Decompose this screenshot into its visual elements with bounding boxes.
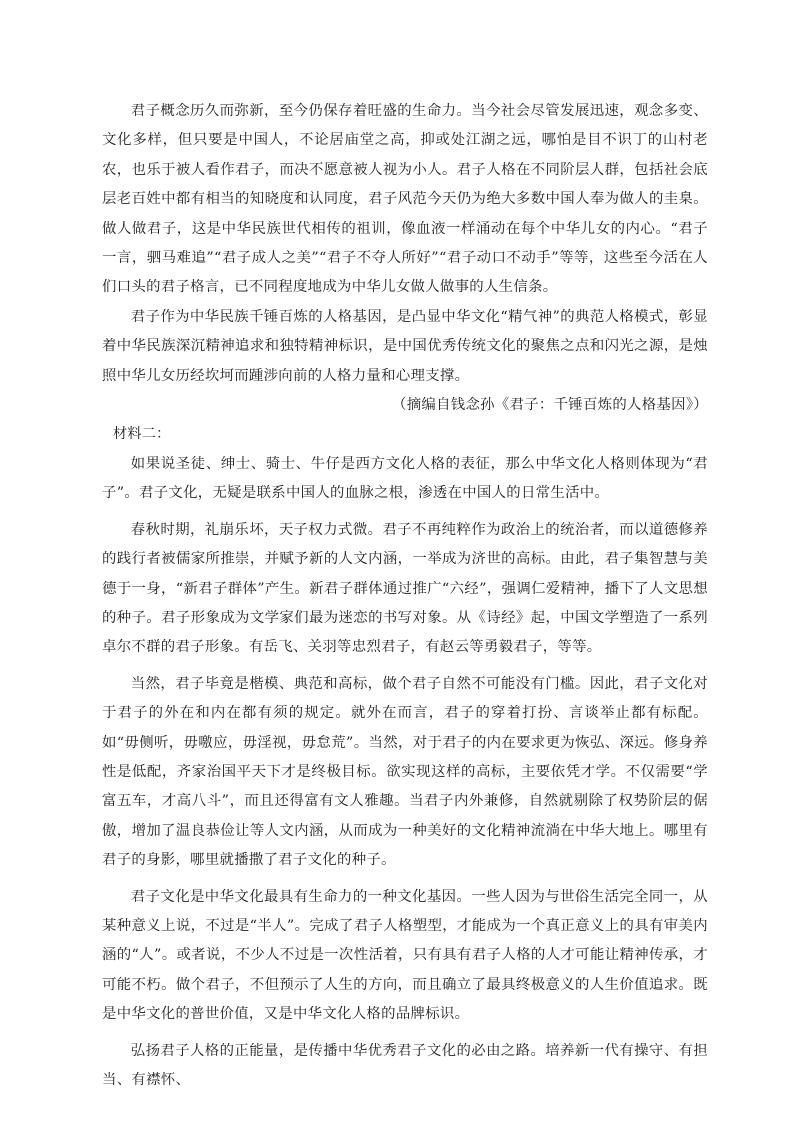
material-two-paragraph-1: 如果说圣徒、绅士、骑士、牛仔是西方文化人格的表征，那么中华文化人格则体现为“君子”。君子文化，无疑是联系中国人的血脉之根，渗透在中国人的日常生活中。 <box>102 455 708 502</box>
material-one-paragraph-1: 君子概念历久而弥新，至今仍保存着旺盛的生命力。当今社会尽管发展迅速，观念多变、文化多样，但只要是中国人，不论居庙堂之高，抑或处江湖之远，哪怕是目不识丁的山村老农，也乐于被人看作君子，而决不愿意被人视为小人。君子人格在不同阶层人群，包括社会底层老百姓中都有相当的知晓度和认同度，君子风范今天仍为绝大多数中国人奉为做人的圭臬。做人做君子，这是中华民族世代相传的祖训，像血液一样涌动在每个中华儿女的内心。“君子一言，驷马难追”“君子成人之美”“君子不夺人所好”“君子动口不动手”等等，这些至今活在人们口头的君子格言，已不同程度地成为中华儿女做人做事的人生信条。 <box>102 103 708 296</box>
document-body <box>102 97 708 1095</box>
paragraph-gap <box>102 509 708 516</box>
material-two-paragraph-4: 君子文化是中华文化最具有生命力的一种文化基因。一些人因为与世俗生活完全同一，从某种意义上说，不过是“半人”。完成了君子人格塑型，才能成为一个真正意义上的具有审美内涵的“人”。或者说，不少人不过是一次性活着，只有具有君子人格的人才可能让精神传承，才可能不朽。做个君子，不但预示了人生的方向，而且确立了最具终极意义的人生价值追求。既是中华文化的普世价值，又是中华文化人格的品牌标识。 <box>102 888 708 1023</box>
material-one-paragraph-2: 君子作为中华民族千锤百炼的人格基因，是凸显中华文化“精气神”的典范人格模式，彰显着中华民族深沉精神追求和独特精神标识，是中国优秀传统文化的聚焦之点和闪光之源，是烛照中华儿女历经坎坷而踵涉向前的人格力量和心理支撑。 <box>102 308 708 384</box>
paragraph-gap <box>102 876 708 883</box>
paragraph-gap <box>102 663 708 670</box>
material-two-paragraph-5: 弘扬君子人格的正能量，是传播中华优秀君子文化的必由之路。培养新一代有操守、有担当、有襟怀、 <box>102 1042 708 1088</box>
material-two-paragraph-2: 春秋时期，礼崩乐坏，天子权力式微。君子不再纯粹作为政治上的统治者，而以道德修养的践行者被儒家所推崇，并赋予新的人文内涵，一举成为济世的高标。由此，君子集智慧与美德于一身，“新君子群体”产生。新君子群体通过推广“六经”，强调仁爱精神，播下了人文思想的种子。君子形象成为文学家们最为迷恋的书写对象。从《诗经》起，中国文学塑造了一系列卓尔不群的君子形象。有岳飞、关羽等忠烈君子，有赵云等勇毅君子，等等。 <box>102 521 708 656</box>
material-two-label: 材料二： <box>112 426 171 443</box>
material-one-citation: （摘编自钱念孙《君子：千锤百炼的人格基因》） <box>392 397 708 414</box>
material-two-paragraph-3: 当然，君子毕竟是楷模、典范和高标，做个君子自然不可能没有门槛。因此，君子文化对于君子的外在和内在都有须的规定。就外在而言，君子的穿着打扮、言谈举止都有标配。如“毋侧听，毋噭应，毋淫视，毋怠荒”。当然，对于君子的内在要求更为恢弘、深远。修身养性是低配，齐家治国平天下才是终极目标。欲实现这样的高标，主要依凭才学。不仅需要“学富五车，才高八斗”，而且还得富有文人雅趣。当君子内外兼修，自然就剔除了权势阶层的倨傲，增加了温良恭俭让等人文内涵，从而成为一种美好的文化精神流淌在中华大地上。哪里有君子的身影，哪里就播撒了君子文化的种子。 <box>102 675 708 869</box>
paragraph-gap <box>102 1030 708 1037</box>
